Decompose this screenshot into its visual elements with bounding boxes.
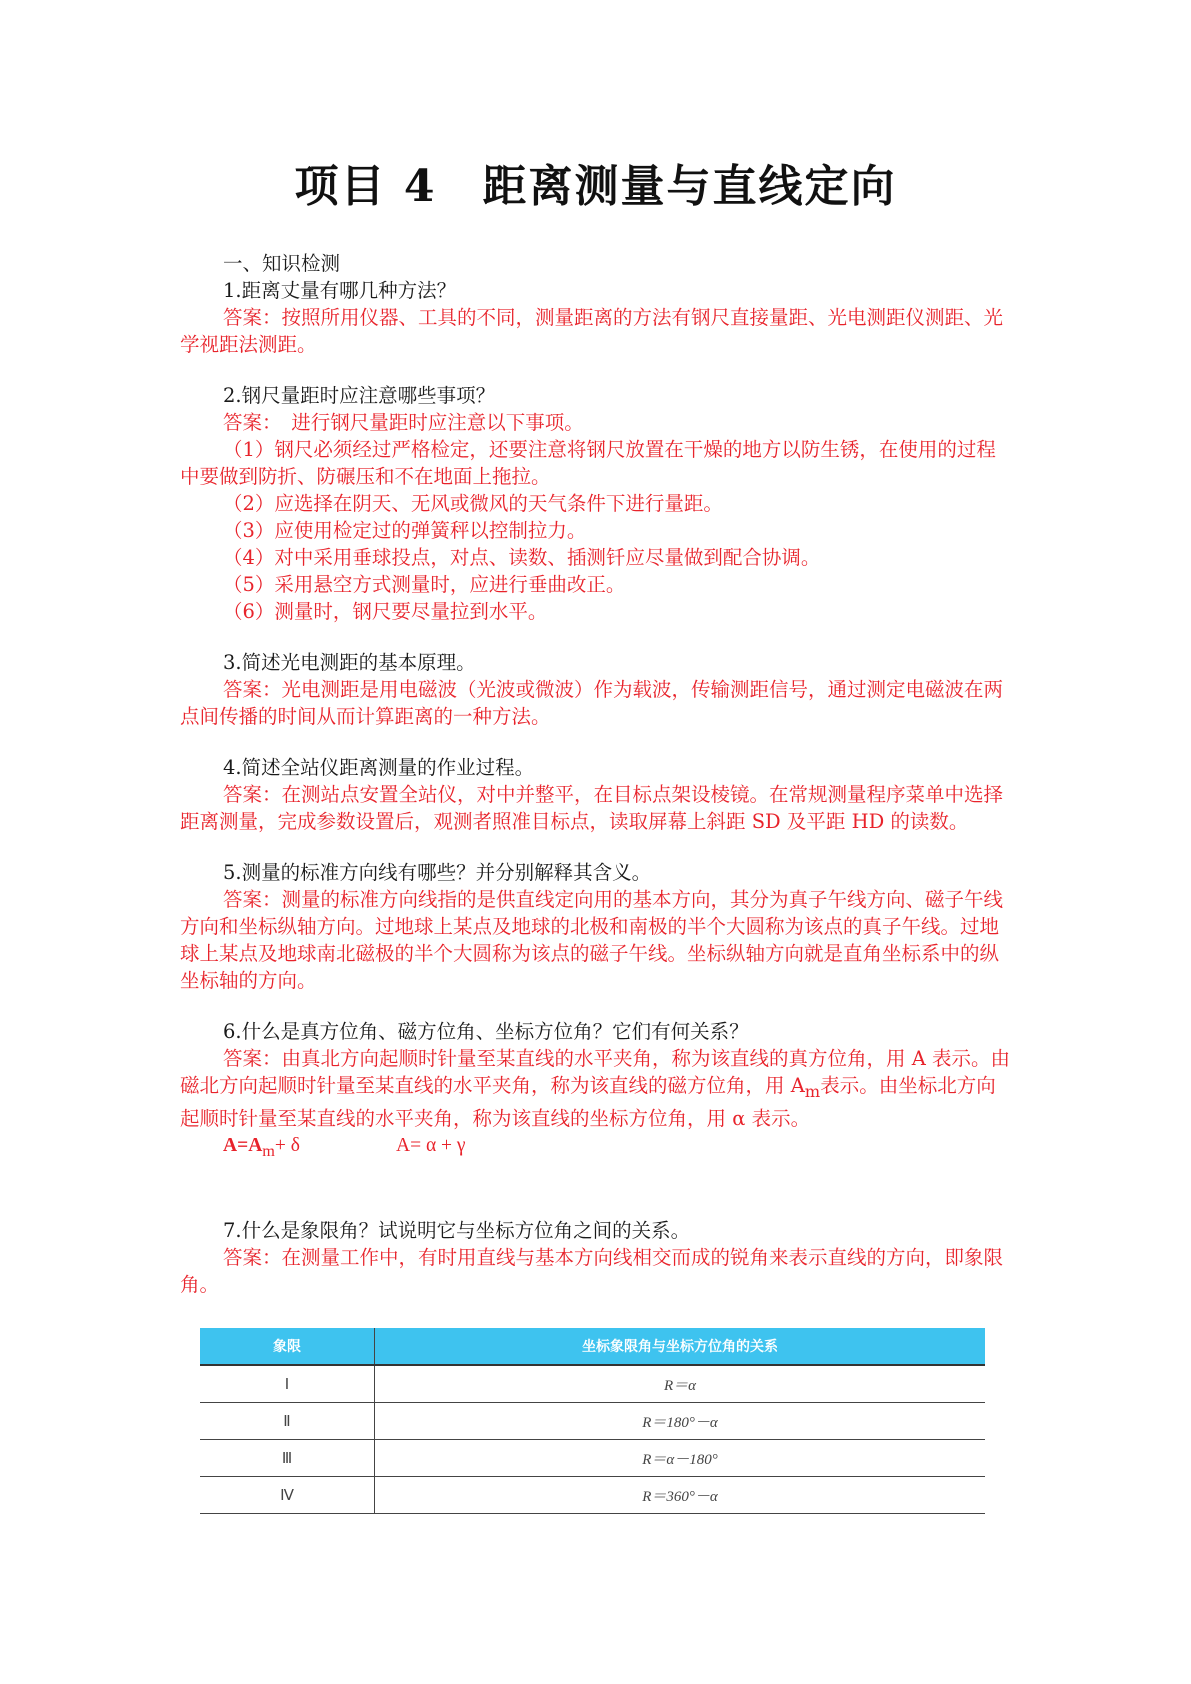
- table-row: [200, 1440, 985, 1477]
- table-cell: R＝α－180°: [375, 1440, 986, 1477]
- question-6: 6.什么是真方位角、磁方位角、坐标方位角？它们有何关系？: [223, 1020, 749, 1043]
- answer-6-part-a: 答案：由真北方向起顺时针量至某直线的水平夹角，称为该直线的真方位角，用 A 表示。由磁北方向起顺时针量至某直线的水平夹角，称为该直线的磁方位角，用 A: [180, 1047, 1010, 1097]
- answer-5: 答案：测量的标准方向线指的是供直线定向用的基本方向，其分为真子午线方向、磁子午线方向和坐标纵轴方向。过地球上某点及地球的北极和南极的半个大圆称为该点的真子午线。过地球上某点及地球南北磁极的半个大圆称为该点的磁子午线。坐标纵轴方向就是直角坐标系中的纵坐标轴的方向。: [180, 888, 1004, 992]
- content-body: [180, 250, 1010, 1298]
- question-5: 5.测量的标准方向线有哪些？并分别解释其含义。: [223, 861, 652, 884]
- table-row: [200, 1403, 985, 1440]
- formula-1-sub: m: [262, 1141, 275, 1160]
- answer-6-part-b: 表示。由坐标北方向起顺时针量至某直线的水平夹角，称为该直线的坐标方位角，用 α 表示。: [180, 1074, 996, 1130]
- question-3: 3.简述光电测距的基本原理。: [223, 651, 476, 674]
- table-cell: Ⅲ: [200, 1440, 375, 1477]
- table-cell: Ⅱ: [200, 1403, 375, 1440]
- question-4: 4.简述全站仪距离测量的作业过程。: [223, 756, 535, 779]
- table-header-row: [200, 1328, 985, 1365]
- answer-4: 答案：在测站点安置全站仪，对中并整平，在目标点架设棱镜。在常规测量程序菜单中选择距离测量，完成参数设置后，观测者照准目标点，读取屏幕上斜距 SD 及平距 HD 的读数。: [180, 783, 1004, 833]
- table-row: [200, 1365, 985, 1403]
- answer-2: 答案： 进行钢尺量距时应注意以下事项。: [223, 411, 584, 434]
- answer-2-item: （2）应选择在阴天、无风或微风的天气条件下进行量距。: [223, 492, 723, 515]
- formula-1-a: A=A: [223, 1134, 263, 1156]
- section-heading: 一、知识检测: [223, 252, 341, 275]
- page-title: 项目 4 距离测量与直线定向: [294, 161, 897, 212]
- answer-7: 答案：在测量工作中，有时用直线与基本方向线相交而成的锐角来表示直线的方向，即象限角。: [180, 1245, 1004, 1296]
- answer-2-item: （6）测量时，钢尺要尽量拉到水平。: [223, 600, 548, 623]
- table-cell: Ⅳ: [200, 1477, 375, 1514]
- table-cell: R＝α: [375, 1365, 986, 1403]
- answer-2-item: （5）采用悬空方式测量时，应进行垂曲改正。: [223, 573, 626, 596]
- question-2: 2.钢尺量距时应注意哪些事项？: [223, 384, 496, 407]
- question-7: 7.什么是象限角？试说明它与坐标方位角之间的关系。: [223, 1218, 691, 1242]
- answer-2-item: （4）对中采用垂球投点，对点、读数、插测钎应尽量做到配合协调。: [223, 546, 821, 569]
- answer-6: [180, 1045, 1010, 1132]
- formula-2: A= α + γ: [395, 1134, 466, 1156]
- formula-line: [180, 1132, 1010, 1165]
- answer-1: 答案：按照所用仪器、工具的不同，测量距离的方法有钢尺直接量距、光电测距仪测距、光学视距法测距。: [180, 306, 1004, 356]
- table-cell: R＝360°－α: [375, 1477, 986, 1514]
- answer-2-item: （3）应使用检定过的弹簧秤以控制拉力。: [223, 519, 587, 542]
- answer-3: 答案：光电测距是用电磁波（光波或微波）作为载波，传输测距信号，通过测定电磁波在两点间传播的时间从而计算距离的一种方法。: [180, 678, 1004, 728]
- answer-2-item: （1）钢尺必须经过严格检定，还要注意将钢尺放置在干燥的地方以防生锈，在使用的过程中要做到防折、防碾压和不在地面上拖拉。: [180, 438, 996, 488]
- table-header: 象限: [200, 1328, 375, 1365]
- answer-6-subscript: m: [804, 1081, 821, 1101]
- question-1: 1.距离丈量有哪几种方法？: [223, 279, 457, 302]
- formula-1: [223, 1134, 348, 1160]
- table-cell: R＝180°－α: [375, 1403, 986, 1440]
- formula-1-b: + δ: [274, 1134, 300, 1156]
- table-cell: Ⅰ: [200, 1365, 375, 1403]
- table-row: [200, 1477, 985, 1514]
- table-header: 坐标象限角与坐标方位角的关系: [375, 1328, 986, 1365]
- quadrant-table: [200, 1328, 985, 1514]
